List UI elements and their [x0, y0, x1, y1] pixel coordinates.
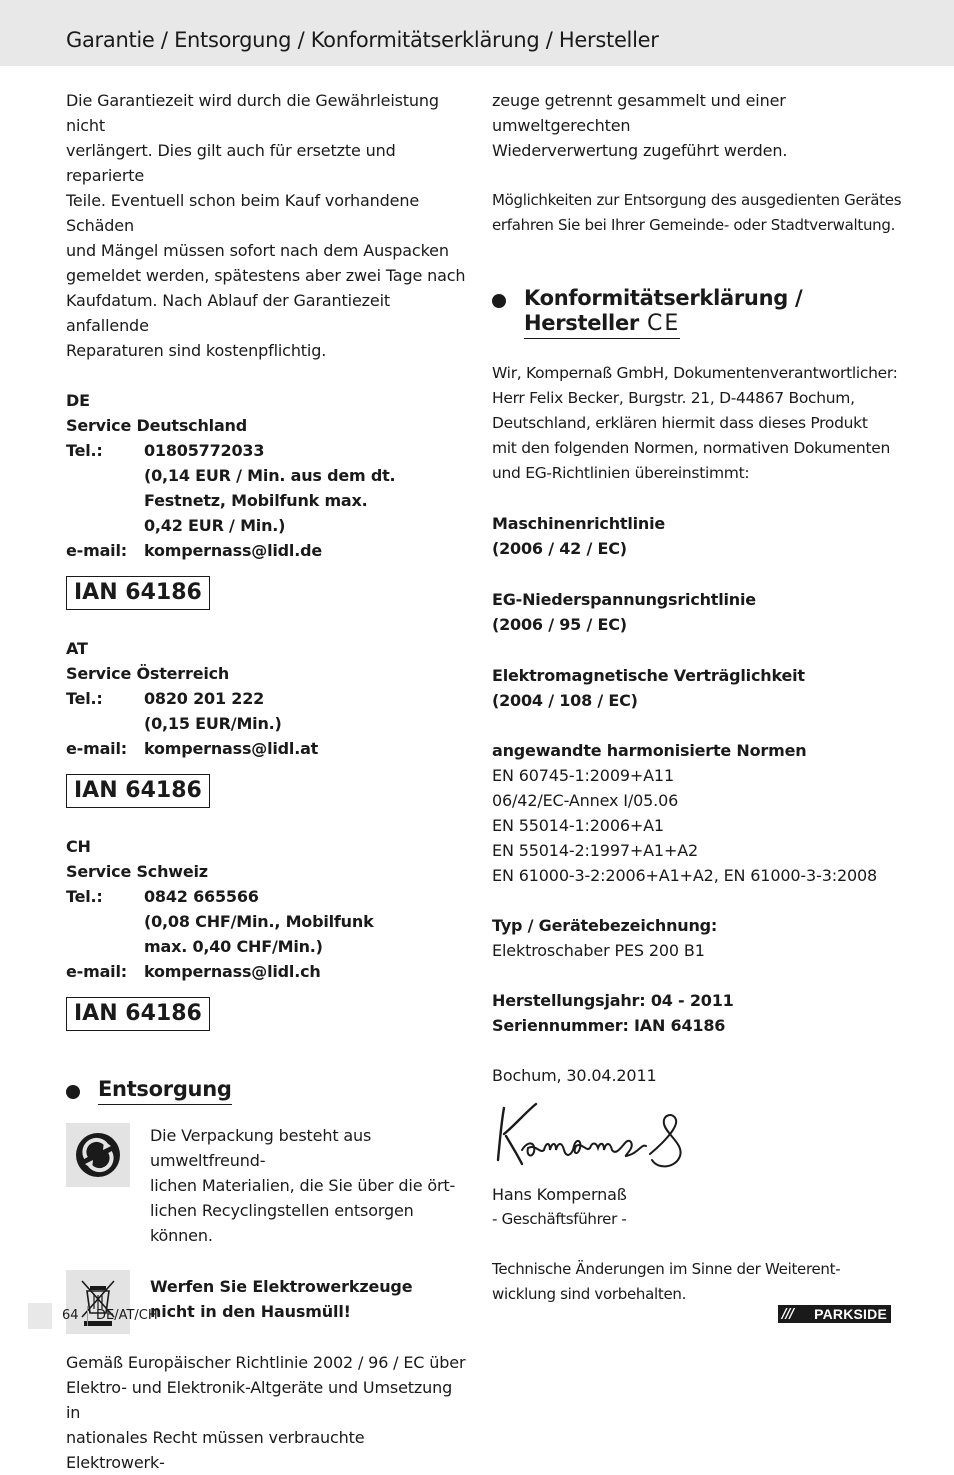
- serial-number: Seriennummer: IAN 64186: [492, 1016, 726, 1035]
- email-label: e-mail:: [66, 739, 127, 758]
- tel-label: Tel.:: [66, 689, 103, 708]
- norm-item: EN 55014-1:2006+A1: [492, 816, 664, 835]
- tel-note: (0,14 EUR / Min. aus dem dt.: [144, 466, 396, 485]
- directive-name: Elektromagnetische Verträglichkeit: [492, 666, 805, 685]
- text-line: wicklung sind vorbehalten.: [492, 1285, 687, 1303]
- section-title-line: Hersteller: [524, 311, 639, 335]
- text-line: Herr Felix Becker, Burgstr. 21, D-44867 Bochum,: [492, 389, 855, 407]
- text-line: mit den folgenden Normen, normativen Dokumenten: [492, 439, 890, 457]
- signatory-block: [492, 1182, 902, 1232]
- weee-warning: [150, 1274, 412, 1324]
- directive-number: (2004 / 108 / EC): [492, 691, 638, 710]
- disposal-continued: [492, 88, 902, 163]
- weee-note: [66, 1270, 466, 1334]
- norm-item: EN 60745-1:2009+A11: [492, 766, 674, 785]
- tel-note: Festnetz, Mobilfunk max.: [144, 491, 368, 510]
- signatory-name: Hans Kompernaß: [492, 1185, 627, 1204]
- email-label: e-mail:: [66, 541, 127, 560]
- directive-2: [492, 587, 902, 637]
- directive-paragraph: [66, 1350, 466, 1475]
- text-line: verlängert. Dies gilt auch für ersetzte und reparierte: [66, 141, 396, 185]
- language-code: DE/AT/CH: [96, 1308, 158, 1323]
- disposal-heading: [66, 1077, 466, 1105]
- signatory-role: - Geschäftsführer -: [492, 1210, 627, 1228]
- norms-heading: angewandte harmonisierte Normen: [492, 741, 807, 760]
- email-row: [66, 538, 466, 563]
- directive-3: [492, 663, 902, 713]
- text-line: nationales Recht müssen verbrauchte Elektrowerk-: [66, 1428, 365, 1472]
- email-label: e-mail:: [66, 962, 127, 981]
- section-title-line: Konformitätserklärung /: [524, 286, 803, 310]
- country-code: AT: [66, 639, 88, 658]
- text-line: Technische Änderungen im Sinne der Weiterent-: [492, 1260, 841, 1278]
- email-address[interactable]: kompernass@lidl.at: [144, 739, 319, 758]
- norms-section: [492, 738, 902, 888]
- text-line: lichen Materialien, die Sie über die ört-: [150, 1176, 456, 1195]
- tel-label: Tel.:: [66, 887, 103, 906]
- conformity-heading: [492, 286, 902, 339]
- text-line: Kaufdatum. Nach Ablauf der Garantiezeit anfallende: [66, 291, 390, 335]
- recycling-icon: [66, 1123, 130, 1187]
- tel-row: [66, 438, 466, 463]
- ian-box-ch: IAN 64186: [66, 997, 210, 1031]
- text-line: Gemäß Europäischer Richtlinie 2002 / 96 / EC über: [66, 1353, 466, 1372]
- type-heading: Typ / Gerätebezeichnung:: [492, 916, 718, 935]
- brand-stripes-icon: ///: [782, 1307, 794, 1322]
- directive-name: Maschinenrichtlinie: [492, 514, 666, 533]
- tel-note: 0,42 EUR / Min.): [144, 516, 286, 535]
- footer-tab: [28, 1303, 52, 1329]
- country-code: CH: [66, 837, 91, 856]
- page-title: Garantie / Entsorgung / Konformitätserklärung / Hersteller: [66, 28, 659, 52]
- warranty-paragraph: [66, 88, 466, 363]
- packaging-note: [66, 1123, 466, 1248]
- tel-note: max. 0,40 CHF/Min.): [144, 937, 323, 956]
- production-year: Herstellungsjahr: 04 - 2011: [492, 991, 734, 1010]
- ian-box-at: IAN 64186: [66, 774, 210, 808]
- service-name: Service Österreich: [66, 664, 230, 683]
- conformity-intro: [492, 361, 902, 486]
- tel-number: 0842 665566: [144, 887, 259, 906]
- bullet-icon: [66, 1085, 80, 1099]
- text-line: Die Garantiezeit wird durch die Gewährleistung nicht: [66, 91, 439, 135]
- text-line: Reparaturen sind kostenpflichtig.: [66, 341, 327, 360]
- page-header: [0, 0, 954, 66]
- text-line: Die Verpackung besteht aus umweltfreund-: [150, 1126, 372, 1170]
- text-line: Teile. Eventuell schon beim Kauf vorhandene Schäden: [66, 191, 420, 235]
- service-name: Service Schweiz: [66, 862, 208, 881]
- tel-note: (0,15 EUR/Min.): [144, 714, 282, 733]
- tel-number: 0820 201 222: [144, 689, 265, 708]
- tel-row: [66, 884, 466, 909]
- service-block-de: [66, 388, 466, 563]
- text-line: Wiederverwertung zugeführt werden.: [492, 141, 788, 160]
- text-line: Elektro- und Elektronik-Altgeräte und Umsetzung in: [66, 1378, 453, 1422]
- page-number: 64: [62, 1308, 79, 1323]
- ian-box-de: IAN 64186: [66, 576, 210, 610]
- text-line: Werfen Sie Elektrowerkzeuge: [150, 1277, 413, 1296]
- email-address[interactable]: kompernass@lidl.de: [144, 541, 322, 560]
- technical-notice: [492, 1257, 902, 1307]
- email-row: [66, 736, 466, 761]
- text-line: Möglichkeiten zur Entsorgung des ausgedienten Gerätes: [492, 191, 902, 209]
- bullet-icon: [492, 294, 506, 308]
- norm-item: EN 61000-3-2:2006+A1+A2, EN 61000-3-3:2008: [492, 866, 878, 885]
- directive-1: [492, 511, 902, 561]
- service-name: Service Deutschland: [66, 416, 247, 435]
- production-section: [492, 988, 902, 1038]
- type-section: [492, 913, 902, 963]
- tel-number: 01805772033: [144, 441, 265, 460]
- right-column: [492, 88, 902, 1307]
- norm-item: EN 55014-2:1997+A1+A2: [492, 841, 699, 860]
- section-title-underline: [524, 311, 680, 339]
- text-line: und Mängel müssen sofort nach dem Auspacken: [66, 241, 449, 260]
- tel-note: (0,08 CHF/Min., Mobilfunk: [144, 912, 374, 931]
- directive-number: (2006 / 95 / EC): [492, 615, 627, 634]
- email-row: [66, 959, 466, 984]
- footer-divider: [87, 1306, 88, 1326]
- email-address[interactable]: kompernass@lidl.ch: [144, 962, 321, 981]
- text-line: Deutschland, erklären hiermit dass dieses Produkt: [492, 414, 868, 432]
- text-line: nicht in den Hausmüll!: [150, 1302, 351, 1321]
- text-line: zeuge getrennt gesammelt und einer umweltgerechten: [492, 91, 786, 135]
- type-value: Elektroschaber PES 200 B1: [492, 941, 705, 960]
- disposal-info: [492, 188, 902, 238]
- tel-label: Tel.:: [66, 441, 103, 460]
- text-line: lichen Recyclingstellen entsorgen können.: [150, 1201, 414, 1245]
- directive-number: (2006 / 42 / EC): [492, 539, 627, 558]
- left-column: [66, 88, 466, 1475]
- crossed-bin-icon: [66, 1270, 130, 1334]
- norm-item: 06/42/EC-Annex I/05.06: [492, 791, 679, 810]
- packaging-text: [150, 1123, 466, 1248]
- section-title: Entsorgung: [98, 1077, 232, 1105]
- text-line: und EG-Richtlinien übereinstimmt:: [492, 464, 750, 482]
- signature: [492, 1098, 902, 1178]
- tel-row: [66, 686, 466, 711]
- service-block-ch: [66, 834, 466, 984]
- ce-mark-icon: CE: [646, 311, 681, 336]
- directive-name: EG-Niederspannungsrichtlinie: [492, 590, 756, 609]
- text-line: gemeldet werden, spätestens aber zwei Tage nach: [66, 266, 466, 285]
- text-line: erfahren Sie bei Ihrer Gemeinde- oder Stadtverwaltung.: [492, 216, 896, 234]
- country-code: DE: [66, 391, 90, 410]
- brand-name: PARKSIDE: [814, 1306, 887, 1322]
- place-date: Bochum, 30.04.2011: [492, 1066, 657, 1085]
- brand-logo: [778, 1305, 891, 1323]
- service-block-at: [66, 636, 466, 761]
- text-line: Wir, Kompernaß GmbH, Dokumentenverantwortlicher:: [492, 364, 898, 382]
